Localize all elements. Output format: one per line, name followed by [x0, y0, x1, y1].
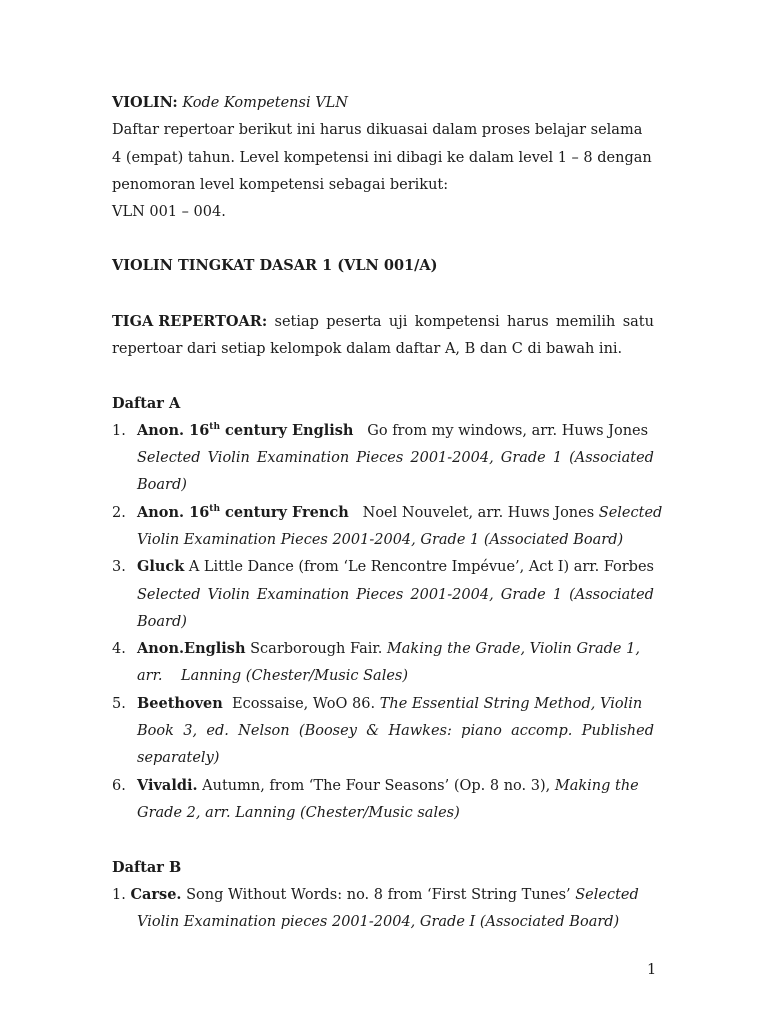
intro-line: penomoran level kompetensi sebagai berikut: — [112, 177, 449, 193]
list-item-source: separately) — [137, 750, 220, 766]
composer: Carse. — [130, 886, 182, 903]
list-item: 1. Carse. Song Without Words: no. 8 from ‘First String Tunes’ Selected — [112, 886, 639, 903]
daftar-a-heading: Daftar A — [112, 395, 181, 412]
list-item-source: arr. Lanning (Chester/Music Sales) — [137, 668, 409, 684]
list-item-source: Grade 2, arr. Lanning (Chester/Music sales) — [137, 805, 460, 821]
daftar-b-heading: Daftar B — [112, 859, 182, 876]
list-item: 4. Anon.English Scarborough Fair. Making the Grade, Violin Grade 1, — [112, 640, 640, 657]
list-item-source: Board) — [137, 614, 187, 630]
tiga-line: TIGA REPERTOAR: setiap peserta uji kompetensi harus memilih satu — [112, 313, 654, 330]
composer: Beethoven — [137, 695, 223, 712]
intro-title: VIOLIN: Kode Kompetensi VLN — [112, 94, 348, 111]
list-item: 3. Gluck A Little Dance (from ‘Le Rencontre Impévue’, Act I) arr. Forbes — [112, 558, 654, 575]
list-item: 6. Vivaldi. Autumn, from ‘The Four Seasons’ (Op. 8 no. 3), Making the — [112, 777, 639, 794]
composer: Anon.English — [137, 640, 246, 657]
intro-line: VLN 001 – 004. — [112, 204, 226, 220]
composer: Vivaldi. — [137, 777, 198, 794]
list-item-source: Selected Violin Examination Pieces 2001-2004, Grade 1 (Associated — [137, 587, 654, 603]
list-item: 5. Beethoven Ecossaise, WoO 86. The Essential String Method, Violin — [112, 695, 643, 712]
intro-line: 4 (empat) tahun. Level kompetensi ini dibagi ke dalam level 1 – 8 dengan — [112, 150, 652, 166]
composer: Anon. 16th century English — [137, 422, 354, 439]
level-heading: VIOLIN TINGKAT DASAR 1 (VLN 001/A) — [112, 257, 438, 274]
list-item-source: Selected Violin Examination Pieces 2001-2004, Grade 1 (Associated — [137, 450, 654, 466]
tiga-line: repertoar dari setiap kelompok dalam daftar A, B dan C di bawah ini. — [112, 341, 623, 357]
list-item-source: Violin Examination Pieces 2001-2004, Grade 1 (Associated Board) — [137, 532, 624, 548]
page-number: 1 — [647, 962, 657, 978]
list-item: 1. Anon. 16th century English Go from my windows, arr. Huws Jones — [112, 422, 649, 439]
list-item-source: Book 3, ed. Nelson (Boosey & Hawkes: piano accomp. Published — [137, 723, 654, 739]
composer: Gluck — [137, 558, 185, 575]
list-item-source: Violin Examination pieces 2001-2004, Grade I (Associated Board) — [137, 914, 620, 930]
list-item-source: Board) — [137, 477, 187, 493]
composer: Anon. 16th century French — [137, 504, 349, 521]
intro-line: Daftar repertoar berikut ini harus dikuasai dalam proses belajar selama — [112, 122, 643, 138]
list-item: 2. Anon. 16th century French Noel Nouvelet, arr. Huws Jones Selected — [112, 504, 663, 521]
